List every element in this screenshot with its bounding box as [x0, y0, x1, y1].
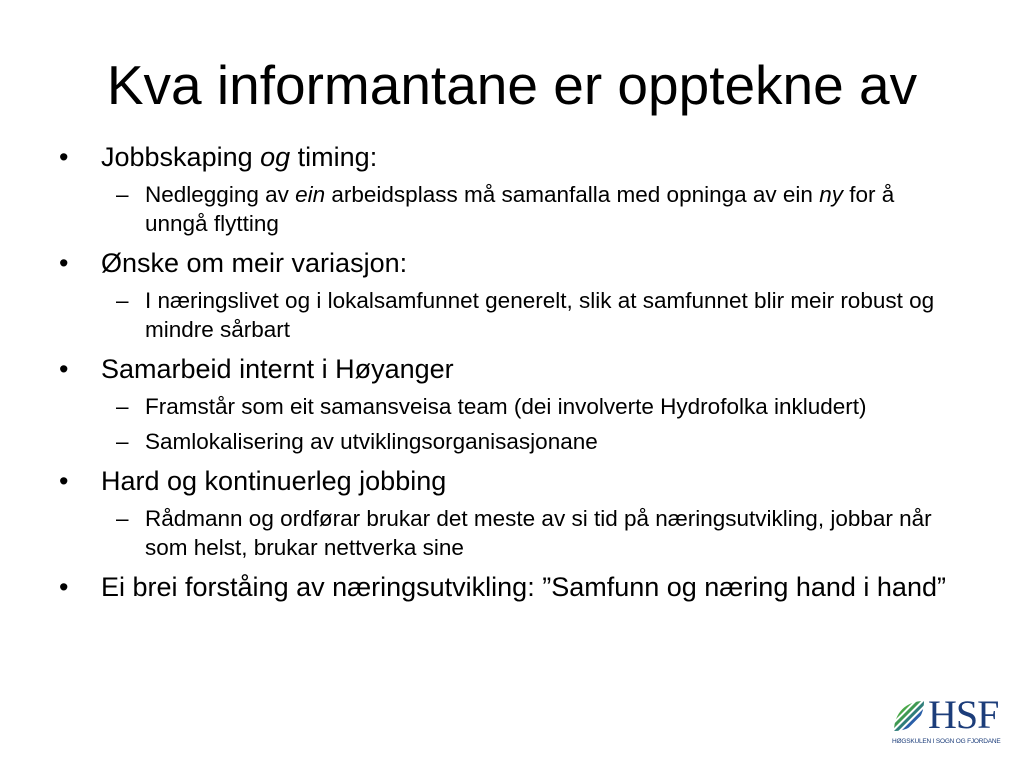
sub-bullet-item — [56, 392, 976, 421]
sub-bullet-text-italic: ny — [819, 182, 843, 207]
sub-bullet-item — [56, 286, 976, 344]
bullet-text: timing: — [290, 142, 378, 172]
hsf-logo — [890, 692, 1008, 753]
bullet-text: Jobbskaping — [101, 142, 261, 172]
bullet-item-jobbing — [56, 465, 976, 498]
bullet-item-samarbeid — [56, 353, 976, 386]
bullet-text: Hard og kontinuerleg jobbing — [101, 466, 447, 496]
sub-bullet-text: for å unngå flytting — [145, 182, 895, 236]
sub-bullet-item — [56, 504, 976, 562]
bullet-icon: • — [59, 354, 69, 384]
dash-icon: – — [116, 506, 129, 531]
bullet-item-variasjon — [56, 247, 976, 280]
bullet-text-italic: og — [260, 142, 291, 172]
logo-subtitle: HØGSKULEN I SOGN OG FJORDANE — [892, 738, 1001, 745]
green-blue-stripes-logo-icon — [892, 699, 926, 733]
logo-text: HSF — [928, 692, 999, 737]
bullet-icon: • — [59, 466, 69, 496]
sub-bullet-text: arbeidsplass må samanfalla med opninga av ein — [325, 182, 820, 207]
dash-icon: – — [116, 288, 129, 313]
bullet-text: Samarbeid internt i Høyanger — [101, 354, 454, 384]
bullet-icon: • — [59, 572, 69, 602]
sub-bullet-text: Samlokalisering av utviklingsorganisasjonane — [145, 429, 598, 454]
sub-bullet-item — [56, 427, 976, 456]
sub-bullet-item — [56, 180, 976, 238]
sub-bullet-text: Framstår som eit samansveisa team (dei involverte Hydrofolka inkludert) — [145, 394, 867, 419]
bullet-text: Ønske om meir variasjon: — [101, 248, 408, 278]
bullet-icon: • — [59, 248, 69, 278]
bullet-item-forstaing — [56, 571, 976, 604]
sub-bullet-text: Nedlegging av — [145, 182, 296, 207]
bullet-list — [56, 141, 976, 604]
sub-bullet-text: Rådmann og ordførar brukar det meste av si tid på næringsutvikling, jobbar når som helst, brukar nettverka sine — [145, 506, 932, 560]
bullet-item-jobbskaping — [56, 141, 976, 174]
slide-title: Kva informantane er opptekne av — [106, 54, 918, 116]
bullet-icon: • — [59, 142, 69, 172]
dash-icon: – — [116, 429, 129, 454]
sub-bullet-text-italic: ein — [295, 182, 326, 207]
bullet-text: Ei brei forståing av næringsutvikling: ”Samfunn og næring hand i hand” — [101, 572, 946, 602]
dash-icon: – — [116, 394, 129, 419]
dash-icon: – — [116, 182, 129, 207]
sub-bullet-text: I næringslivet og i lokalsamfunnet generelt, slik at samfunnet blir meir robust og mindre sårbart — [145, 288, 935, 342]
